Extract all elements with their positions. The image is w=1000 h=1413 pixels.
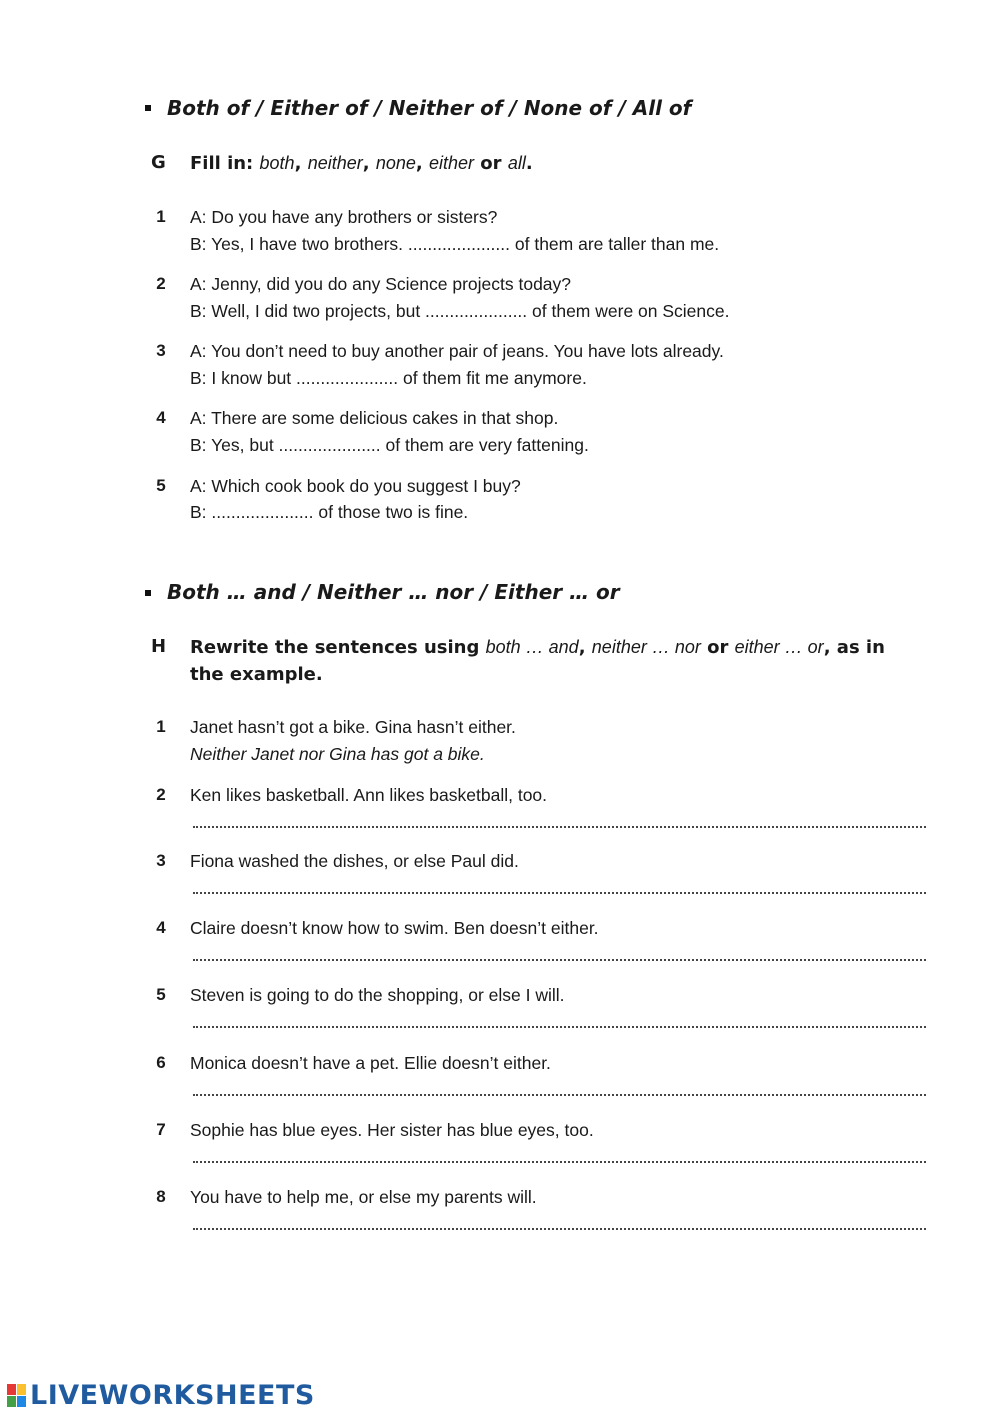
item-number: 2	[156, 274, 166, 293]
answer-line[interactable]	[193, 959, 926, 961]
answer-line[interactable]	[193, 826, 926, 828]
dialogue-line-a: A: Jenny, did you do any Science projects today?	[190, 274, 572, 294]
item-sentence: Steven is going to do the shopping, or else I will.	[190, 985, 565, 1005]
section-h-heading: Both … and / Neither … nor / Either … or	[167, 580, 620, 604]
item-number: 5	[156, 985, 166, 1004]
item-sentence: You have to help me, or else my parents will.	[190, 1187, 537, 1207]
item-number: 3	[156, 851, 166, 870]
item-number: 1	[156, 717, 166, 736]
item-number: 3	[156, 341, 166, 360]
item-number: 8	[156, 1187, 166, 1206]
dialogue-line-a: A: There are some delicious cakes in that shop.	[190, 408, 559, 428]
answer-line[interactable]	[193, 892, 926, 894]
dialogue-line-a: A: Do you have any brothers or sisters?	[190, 207, 498, 227]
example-sentence: Janet hasn’t got a bike. Gina hasn’t either.	[190, 717, 516, 737]
section-g-bullet	[145, 105, 151, 111]
dialogue-line-b: B: Yes, but ..................... of them are very fattening.	[190, 435, 589, 455]
section-g-heading: Both of / Either of / Neither of / None of / All of	[167, 96, 692, 120]
liveworksheets-logo-text[interactable]: LIVEWORKSHEETS	[30, 1380, 315, 1411]
dialogue-line-b: B: ..................... of those two is fine.	[190, 502, 469, 522]
exercise-h-letter: H	[151, 636, 167, 657]
item-number: 4	[156, 918, 166, 937]
dialogue-line-b: B: I know but ..................... of them fit me anymore.	[190, 368, 587, 388]
dialogue-line-a: A: Which cook book do you suggest I buy?	[190, 476, 521, 496]
item-number: 2	[156, 785, 166, 804]
item-number: 6	[156, 1053, 166, 1072]
exercise-h-instruction: Rewrite the sentences using both … and, neither … nor or either … or, as in the example.	[190, 637, 885, 685]
item-number: 4	[156, 408, 166, 427]
item-sentence: Ken likes basketball. Ann likes basketball, too.	[190, 785, 548, 805]
dialogue-line-b: B: Well, I did two projects, but ..................... of them were on Science.	[190, 301, 730, 321]
liveworksheets-logo-icon	[7, 1384, 27, 1408]
item-number: 1	[156, 207, 166, 226]
item-sentence: Sophie has blue eyes. Her sister has blue eyes, too.	[190, 1120, 594, 1140]
item-sentence: Fiona washed the dishes, or else Paul did.	[190, 851, 519, 871]
answer-line[interactable]	[193, 1228, 926, 1230]
answer-line[interactable]	[193, 1026, 926, 1028]
item-sentence: Claire doesn’t know how to swim. Ben doesn’t either.	[190, 918, 599, 938]
dialogue-line-a: A: You don’t need to buy another pair of jeans. You have lots already.	[190, 341, 724, 361]
dialogue-line-b: B: Yes, I have two brothers. ..................... of them are taller than me.	[190, 234, 720, 254]
example-answer: Neither Janet nor Gina has got a bike.	[190, 744, 485, 764]
answer-line[interactable]	[193, 1161, 926, 1163]
item-sentence: Monica doesn’t have a pet. Ellie doesn’t either.	[190, 1053, 551, 1073]
item-number: 5	[156, 476, 166, 495]
section-h-bullet	[145, 590, 151, 596]
answer-line[interactable]	[193, 1094, 926, 1096]
item-number: 7	[156, 1120, 166, 1139]
exercise-g-letter: G	[151, 152, 166, 173]
exercise-g-instruction: Fill in: both, neither, none, either or all.	[190, 153, 533, 174]
